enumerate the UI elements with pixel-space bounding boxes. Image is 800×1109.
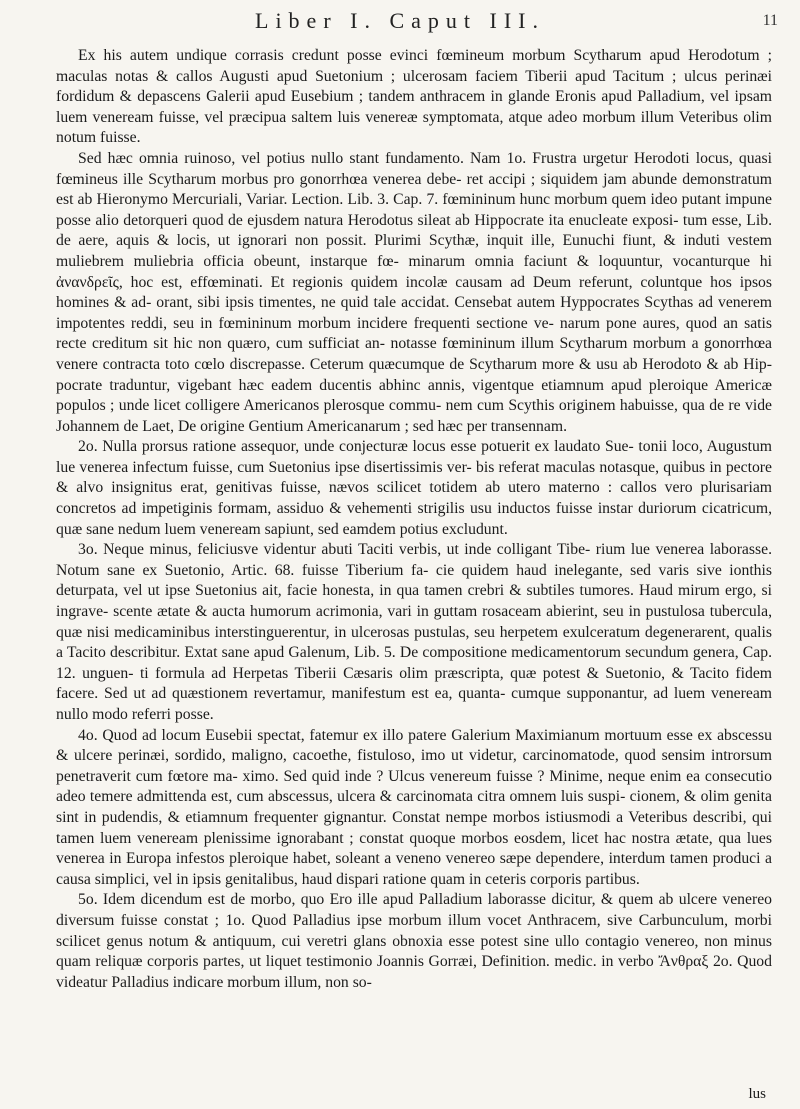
paragraph: 4o. Quod ad locum Eusebii spectat, fatemur ex illo patere Galerium Maximianum mortuum esse ex abscessu & ulcere perinæi, sordido, maligno, cacoethe, fistuloso, imo ut videtur, carcinomatode, quod sensim introrsum penetraverit cum fœtore ma- ximo. Sed quid inde ? Ulcus venereum fuisse ? Minime, neque enim ea consecutio adeo temere admittenda est, cum abscessus, ulcera & carcinomata citra omnem luis suspi- cionem, & olim genita sint in pudendis, & etiamnum frequenter gignantur. Constat nempe morbos istiusmodi a Veteribus describi, qui tamen luem veneream plenissime ignorabant ; constat quoque morbos eosdem, licet hac nostra ætate, qua lues venerea in Europa infestos pleroique habet, soleant a veneno venereo sæpe dependere, interdum tamen produci a causa simplici, vel in ipsis genitalibus, haud dispari ratione quam in ceteris corporis partibus.	[56, 726, 772, 888]
paragraph: Ex his autem undique corrasis credunt posse evinci fœmineum morbum Scytharum apud Herodotum ; maculas notas & callos Augusti apud Suetonium ; ulcerosam faciem Tiberii apud Tacitum ; ulcus perinæi fordidum & depascens Galerii apud Eusebium ; tandem anthracem in glande Eronis apud Palladium, vel ipsam luem veneream fuisse, vel præcipua saltem luis venereæ symptomata, atque adeo morbum illum Veteribus olim notum fuisse.	[56, 47, 772, 147]
running-head: Liber I. Caput III.	[255, 8, 545, 33]
paragraph: 3o. Neque minus, feliciusve videntur abuti Taciti verbis, ut inde colligant Tibe- rium lue venerea laborasse. Notum sane ex Suetonio, Artic. 68. fuisse Tiberium fa- cie quidem haud inelegante, sed varis sive ionthis deturpata, vel ut ipse Suetonius ait, facie honesta, in qua tamen crebri & subtiles tumores. Haud mirum ergo, si ingrave- scente ætate & aucta humorum acrimonia, vari in guttam rosaceam abierint, seu in pustulosa tubercula, quæ nisi medicaminibus interstinguerentur, in ulcerosas pustulas, seu herpetem exulceratum degenerarent, qualis a Tacito describitur. Extat sane apud Galenum, Lib. 5. De compositione medicamentorum secundum genera, Cap. 12. unguen- ti formula ad Herpetas Tiberii Cæsaris olim præscripta, quæ potest & Suetonio, & Tacito fidem facere. Sed ut ad quæstionem revertamur, manifestum est ea, quanta- cumque supponantur, ad luem veneream nullo modo referri posse.	[56, 541, 772, 723]
body-text	[56, 46, 772, 993]
page-header	[0, 6, 800, 40]
catchword: lus	[748, 1086, 766, 1102]
paragraph: Sed hæc omnia ruinoso, vel potius nullo stant fundamento. Nam 1o. Frustra urgetur Herodoti locus, quasi fœmineus ille Scytharum morbus pro gonorrhœa venerea debe- ret accipi ; siquidem jam abunde demonstratum est ab Hieronymo Mercuriali, Variar. Lection. Lib. 3. Cap. 7. fœmininum hunc morbum quem ideo putant impune posse alio detorqueri quod de ejusdem natura Herodotus sileat ab Hippocrate ita enucleate exposi- tum esse, Lib. de aere, aquis & locis, ut ignorari non possit. Plurimi Scythæ, inquit ille, Eunuchi fiunt, & induti vestem muliebrem muliebria officia obeunt, instarque fœ- minarum omnia faciunt & loquuntur, vocanturque hi ἀνανδρεῖς, hoc est, effœminati. Et regionis quidem incolæ causam ad Deum referunt, coluntque hos ipsos homines & ad- orant, sibi ipsis timentes, ne quid tale accidat. Censebat autem Hyppocrates Scythas ad venerem impotentes reddi, seu in fœmininum morbum incidere frequenti sectione ve- narum pone aures, quod an satis recte creditum sit hic non quæro, cum sufficiat an- notasse fœmininum illum Scytharum morbum a gonorrhœa venere contracta toto cœlo discrepasse. Ceterum quæcumque de Scytharum more & usu ab Herodoto & ab Hip- pocrate traduntur, vigebant hæc eadem ducentis abhinc annis, vigentque etiamnum apud pleroique Americæ populos ; unde licet colligere Americanos plerosque commu- nem cum Scythis originem habuisse, qua de re vide Johannem de Laet, De origine Gentium Americanarum ; sed hæc per transennam.	[56, 149, 772, 435]
paragraph: 2o. Nulla prorsus ratione assequor, unde conjecturæ locus esse potuerit ex laudato Sue- tonii loco, Augustum lue venerea infectum fuisse, cum Suetonius ipse disertissimis ver- bis referat maculas notasque, quibus in pectore & alvo insignitus erat, genitivas fuisse, nævos scilicet totidem ab utero materno : callos vero plurisariam concretos ad impetiginis formam, assiduo & vehementi strigilis usu inductos fuisse instar duriorum cicatricum, quæ sane nedum luem veneream sapiunt, sed eamdem potius excludunt.	[56, 438, 772, 538]
page-number: 11	[762, 12, 778, 29]
paragraph: 5o. Idem dicendum est de morbo, quo Ero ille apud Palladium laborasse dicitur, & quem ab ulcere venereo diversum fuisse constat ; 1o. Quod Palladius ipse morbum illum vocet Anthracem, sive Carbunculum, morbi scilicet genus notum & antiquum, cui veretri glans obnoxia esse potest sine ullo contagio venereo, non minus quam reliquæ corporis partes, ut liquet testimonio Joannis Gorræi, Definition. medic. in verbo Ἄνθραξ 2o. Quod videatur Palladius indicare morbum illum, non so-	[56, 891, 772, 991]
